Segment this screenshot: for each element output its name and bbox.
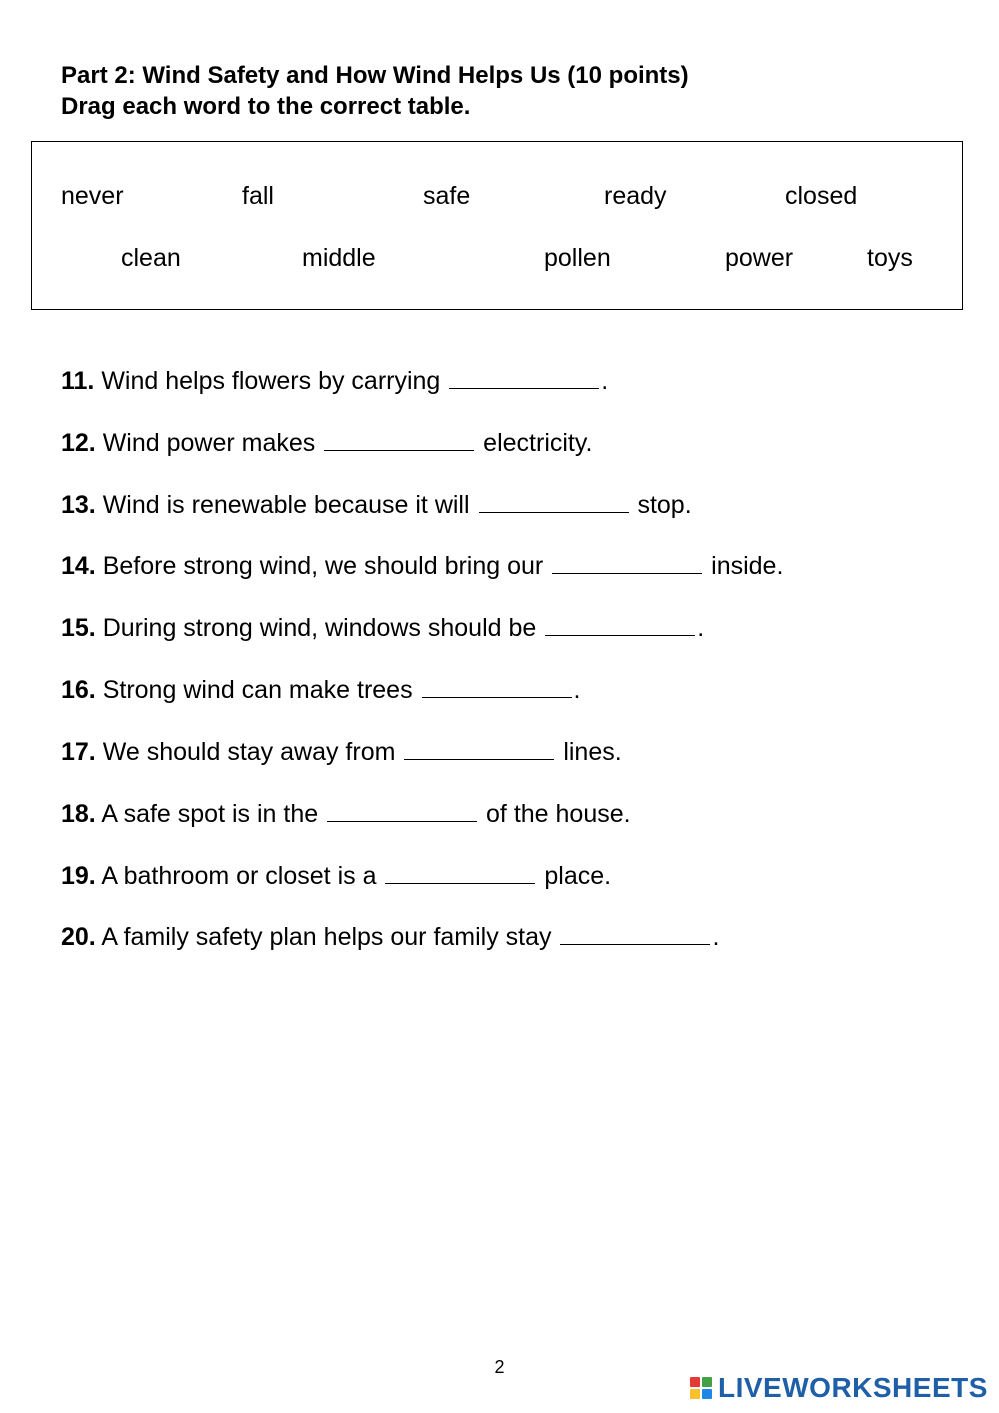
question-17 <box>61 737 622 767</box>
question-18 <box>61 799 631 829</box>
question-13 <box>61 490 692 520</box>
question-text-end: . <box>601 367 609 395</box>
question-text-end: lines. <box>556 738 622 766</box>
question-11 <box>61 366 608 396</box>
word-never[interactable]: never <box>61 182 124 210</box>
question-text: Wind power makes <box>95 429 323 457</box>
logo-square-green <box>702 1377 712 1387</box>
question-text-end: stop. <box>630 491 692 519</box>
liveworksheets-logo-icon <box>690 1377 712 1399</box>
liveworksheets-brand <box>690 1373 988 1403</box>
question-number: 13. <box>61 491 96 519</box>
question-text: Wind is renewable because it will <box>95 491 477 519</box>
question-text-end: . <box>712 923 720 951</box>
answer-blank[interactable] <box>560 922 710 945</box>
question-number: 11. <box>61 367 95 395</box>
instruction-text: Drag each word to the correct table. <box>61 93 471 120</box>
question-text: We should stay away from <box>95 738 403 766</box>
answer-blank[interactable] <box>324 428 474 451</box>
question-text-end: of the house. <box>479 800 631 828</box>
question-text-end: inside. <box>704 552 784 580</box>
answer-blank[interactable] <box>479 490 629 513</box>
word-power[interactable]: power <box>725 244 794 272</box>
page-number: 2 <box>494 1357 505 1377</box>
word-middle[interactable]: middle <box>302 244 376 272</box>
brand-name: LIVEWORKSHEETS <box>718 1372 988 1403</box>
logo-square-red <box>690 1377 700 1387</box>
question-number: 14. <box>61 552 96 580</box>
question-19 <box>61 861 611 891</box>
question-text-end: . <box>573 676 581 704</box>
answer-blank[interactable] <box>327 799 477 822</box>
question-number: 19. <box>61 862 96 890</box>
question-text: A family safety plan helps our family stay <box>95 923 559 951</box>
question-number: 20. <box>61 923 96 951</box>
word-safe[interactable]: safe <box>423 182 471 210</box>
question-text: Strong wind can make trees <box>95 676 420 704</box>
question-15 <box>61 613 704 643</box>
question-text: Before strong wind, we should bring our <box>95 552 551 580</box>
word-toys[interactable]: toys <box>867 244 913 272</box>
logo-square-blue <box>702 1389 712 1399</box>
answer-blank[interactable] <box>385 861 535 884</box>
question-number: 18. <box>61 800 96 828</box>
answer-blank[interactable] <box>422 675 572 698</box>
answer-blank[interactable] <box>404 737 554 760</box>
question-number: 16. <box>61 676 96 704</box>
question-12 <box>61 428 592 458</box>
question-text-end: . <box>697 614 705 642</box>
answer-blank[interactable] <box>545 613 695 636</box>
question-text-end: electricity. <box>476 429 593 457</box>
word-ready[interactable]: ready <box>604 182 667 210</box>
question-text: During strong wind, windows should be <box>95 614 544 642</box>
question-text: A safe spot is in the <box>95 800 326 828</box>
answer-blank[interactable] <box>449 366 599 389</box>
question-text: A bathroom or closet is a <box>95 862 384 890</box>
word-bank <box>31 141 963 310</box>
word-clean[interactable]: clean <box>121 244 181 272</box>
word-closed[interactable]: closed <box>785 182 858 210</box>
question-number: 12. <box>61 429 96 457</box>
answer-blank[interactable] <box>552 551 702 574</box>
logo-square-yellow <box>690 1389 700 1399</box>
question-number: 17. <box>61 738 96 766</box>
word-fall[interactable]: fall <box>242 182 274 210</box>
question-14 <box>61 551 783 581</box>
word-pollen[interactable]: pollen <box>544 244 611 272</box>
question-20 <box>61 922 719 952</box>
question-text: Wind helps flowers by carrying <box>94 367 448 395</box>
question-16 <box>61 675 581 705</box>
question-number: 15. <box>61 614 96 642</box>
part-title: Part 2: Wind Safety and How Wind Helps Us (10 points) <box>61 62 689 89</box>
question-text-end: place. <box>537 862 612 890</box>
